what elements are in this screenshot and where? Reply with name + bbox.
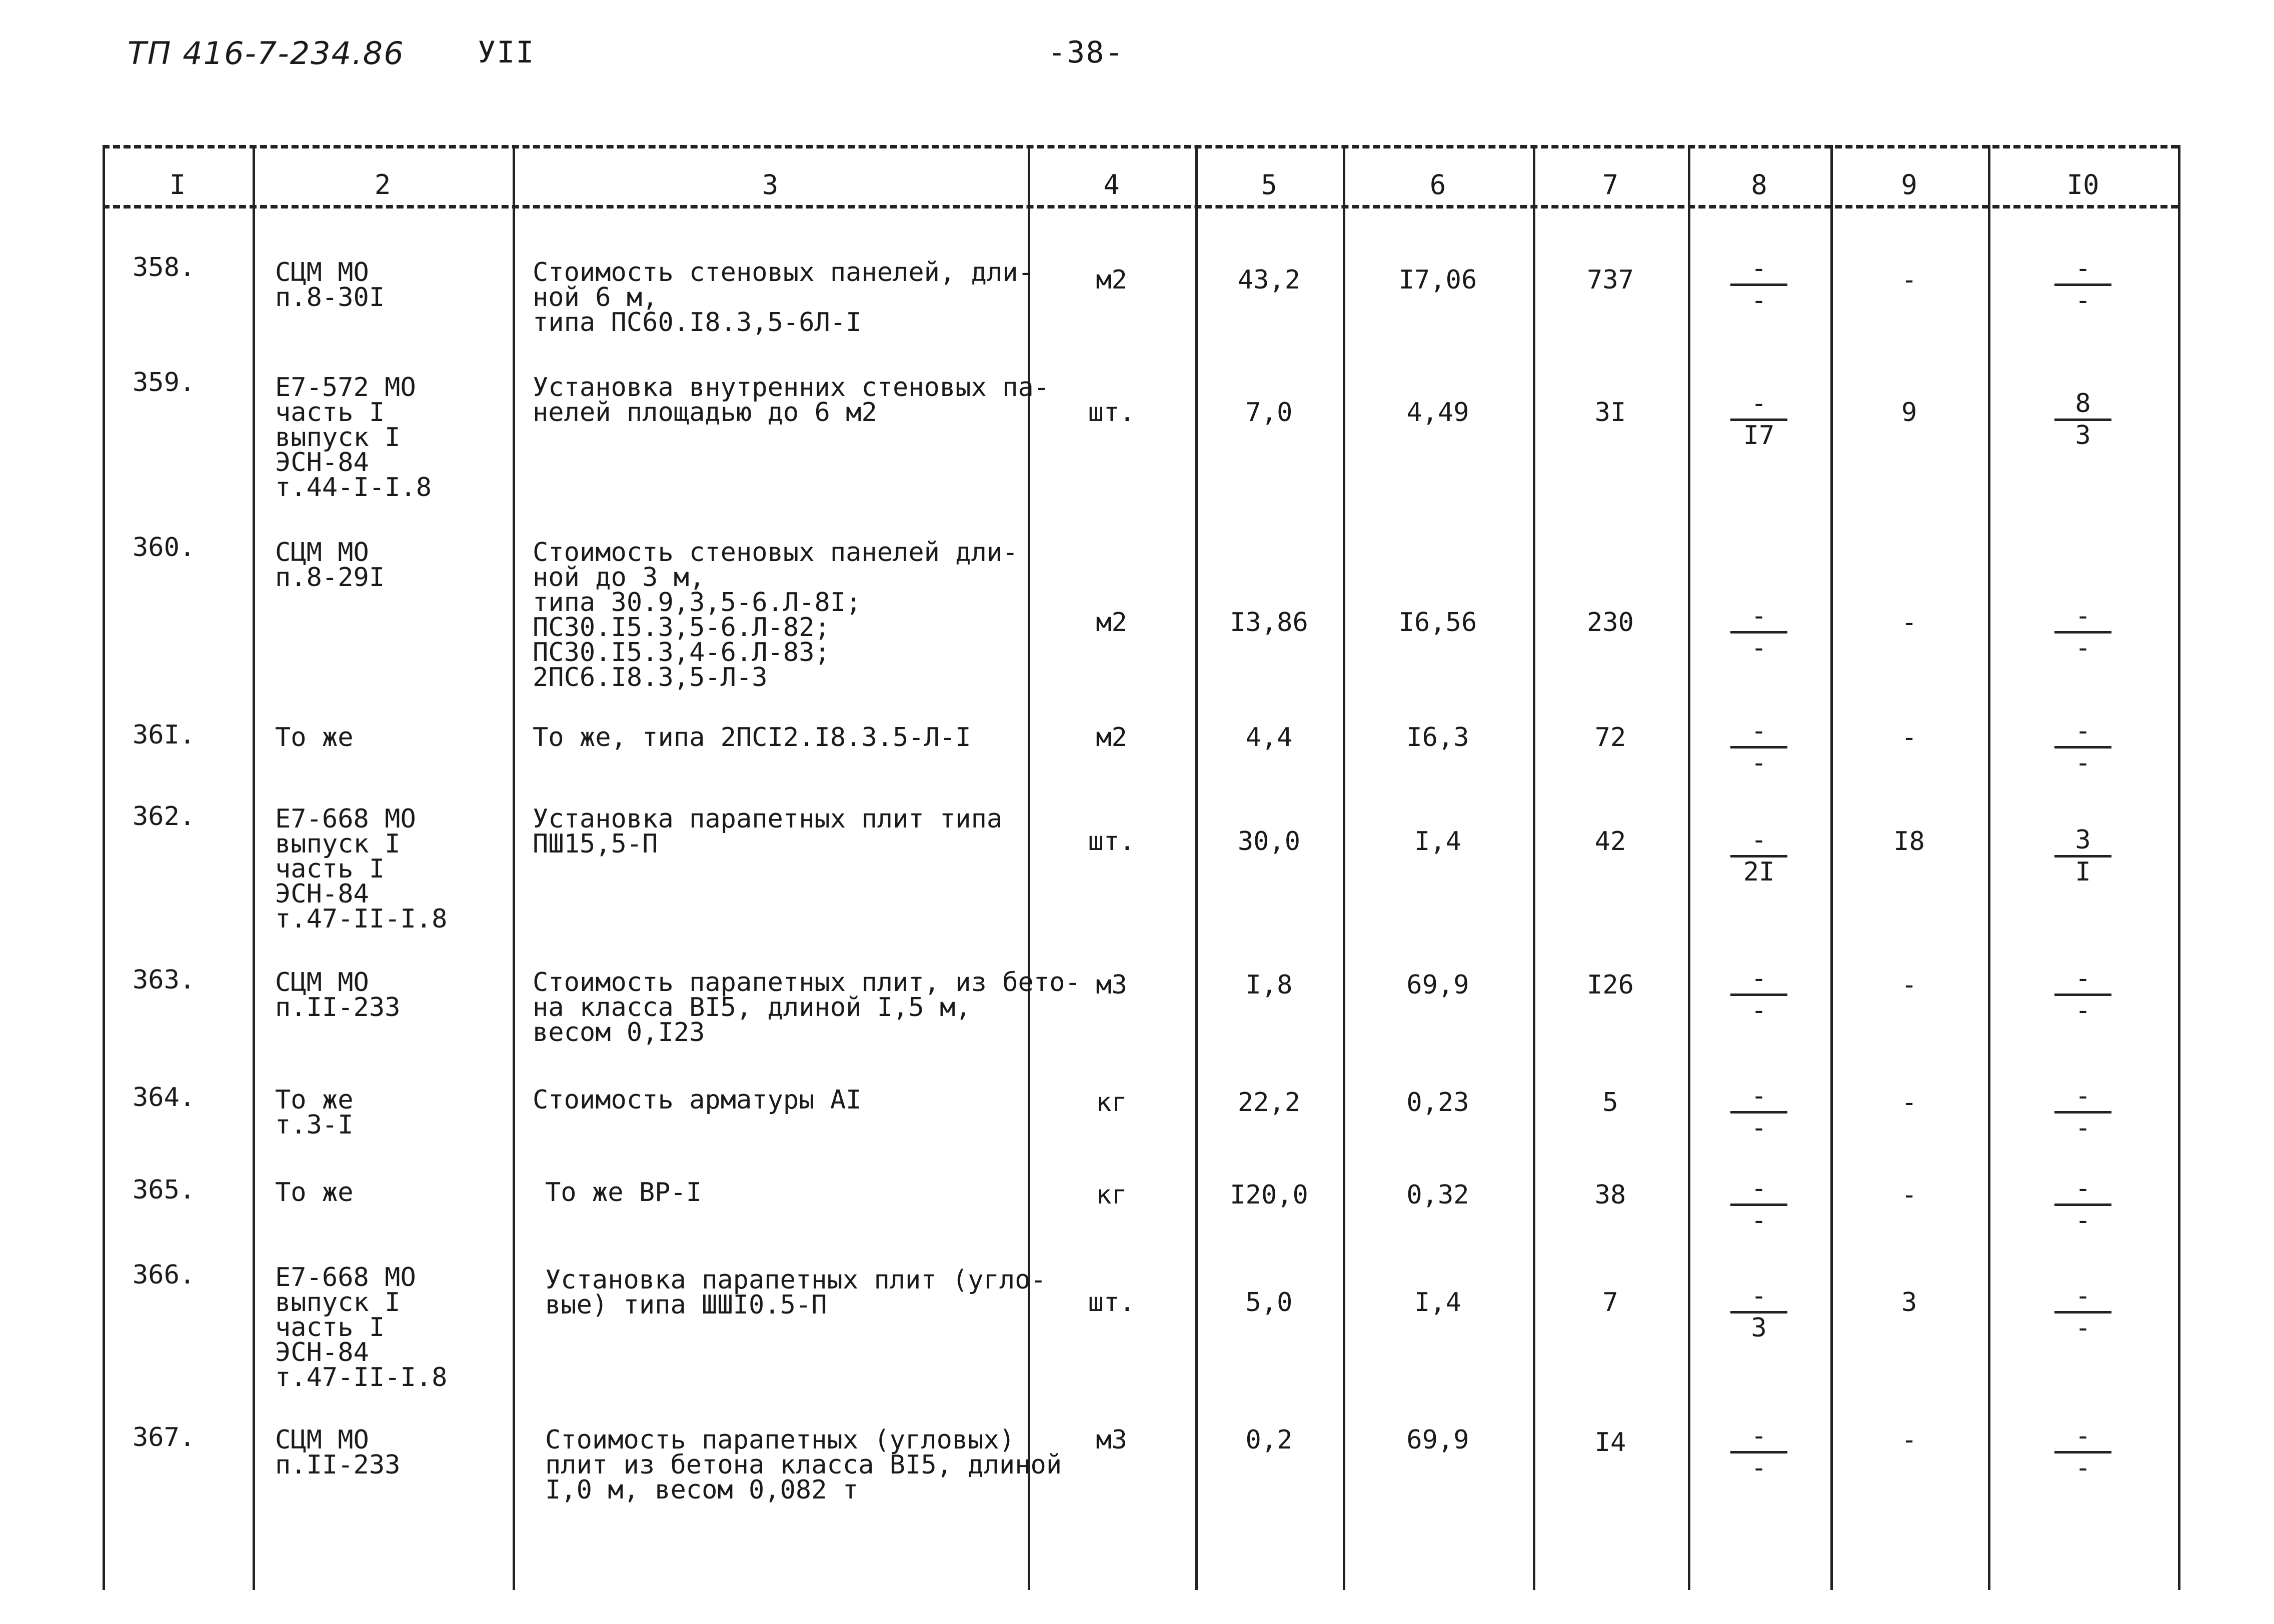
col9-value: -	[1901, 722, 1917, 752]
col10-fraction: 8 3	[2045, 390, 2120, 450]
col-divider	[1343, 145, 1345, 1590]
work-description: Стоимость арматуры AI	[533, 1085, 862, 1115]
page-number: -38-	[1048, 35, 1124, 70]
total-cost: 5	[1602, 1088, 1618, 1118]
col-divider	[1988, 145, 1990, 1590]
col10-fraction: - -	[2045, 255, 2120, 314]
col-divider	[1028, 145, 1030, 1590]
col9-value: 9	[1901, 398, 1917, 428]
row-number: 365.	[133, 1175, 196, 1205]
unit: шт.	[1088, 398, 1135, 428]
norm-reference: СЦМ МО п.II-233	[275, 968, 401, 1022]
row-number: 364.	[133, 1082, 196, 1112]
col9-value: -	[1901, 1425, 1917, 1455]
unit-price: I,4	[1414, 826, 1461, 856]
col8-fraction: - -	[1721, 718, 1796, 777]
column-header: 5	[1261, 169, 1277, 200]
total-cost: 42	[1594, 826, 1626, 856]
unit-price: 0,32	[1406, 1180, 1469, 1210]
quantity: I3,86	[1230, 608, 1308, 638]
total-cost: 7	[1602, 1288, 1618, 1318]
col-divider	[1195, 145, 1198, 1590]
unit-price: 0,23	[1406, 1088, 1469, 1118]
col9-value: 3	[1901, 1288, 1917, 1318]
unit-price: I6,3	[1406, 722, 1469, 752]
col8-fraction: - -	[1721, 1422, 1796, 1482]
row-number: 36I.	[133, 720, 196, 750]
col8-fraction: - 3	[1721, 1282, 1796, 1342]
norm-reference: СЦМ МО п.8-29I	[275, 538, 385, 592]
col10-fraction: - -	[2045, 1422, 2120, 1482]
unit-price: I6,56	[1398, 608, 1477, 638]
work-description: Стоимость стеновых панелей, дли- ной 6 м, типа ПС60.I8.3,5-6Л-I	[533, 258, 1034, 338]
col9-value: -	[1901, 1180, 1917, 1210]
column-header: 7	[1602, 169, 1619, 200]
row-number: 367.	[133, 1422, 196, 1452]
work-description: Стоимость парапетных (угловых) плит из бетона класса BI5, длиной I,0 м, весом 0,082 т	[545, 1425, 1062, 1505]
unit: м3	[1096, 1425, 1127, 1455]
header-bottom-rule	[103, 205, 2178, 208]
table-top-rule	[103, 145, 2178, 148]
quantity: 22,2	[1237, 1088, 1301, 1118]
unit: м2	[1096, 608, 1127, 638]
column-header: 3	[762, 169, 779, 200]
row-number: 360.	[133, 532, 196, 562]
unit: кг	[1096, 1088, 1127, 1118]
unit: м2	[1096, 722, 1127, 752]
column-header: 6	[1429, 169, 1446, 200]
unit: кг	[1096, 1180, 1127, 1210]
quantity: 4,4	[1245, 722, 1293, 752]
quantity: 43,2	[1237, 265, 1301, 295]
row-number: 362.	[133, 802, 196, 832]
estimate-table	[103, 145, 2178, 1590]
col10-fraction: - -	[2045, 1082, 2120, 1142]
work-description: То же ВР-I	[545, 1178, 702, 1208]
unit-price: 4,49	[1406, 398, 1469, 428]
total-cost: I4	[1594, 1428, 1626, 1458]
column-header: I0	[2066, 169, 2099, 200]
quantity: I20,0	[1230, 1180, 1308, 1210]
col8-fraction: - -	[1721, 255, 1796, 314]
col8-fraction: - 2I	[1721, 826, 1796, 886]
row-number: 359.	[133, 368, 196, 398]
unit-price: I7,06	[1398, 265, 1477, 295]
unit: м3	[1096, 970, 1127, 1000]
unit-price: 69,9	[1406, 970, 1469, 1000]
col-divider	[253, 145, 255, 1590]
total-cost: I26	[1587, 970, 1634, 1000]
col10-fraction: - -	[2045, 718, 2120, 777]
norm-reference: То же	[275, 1178, 354, 1208]
col10-fraction: - -	[2045, 1175, 2120, 1234]
col8-fraction: - -	[1721, 965, 1796, 1024]
total-cost: 3I	[1594, 398, 1626, 428]
col10-fraction: - -	[2045, 1282, 2120, 1342]
work-description: Стоимость парапетных плит, из бето- на класса BI5, длиной I,5 м, весом 0,I23	[533, 968, 1081, 1048]
norm-reference: Е7-668 МО выпуск I часть I ЭСН-84 т.47-II-I.8	[275, 804, 448, 934]
col9-value: I8	[1893, 826, 1925, 856]
col-divider	[2178, 145, 2180, 1590]
col-divider	[513, 145, 515, 1590]
row-number: 363.	[133, 965, 196, 995]
col8-fraction: - -	[1721, 1082, 1796, 1142]
total-cost: 38	[1594, 1180, 1626, 1210]
col9-value: -	[1901, 608, 1917, 638]
work-description: Установка парапетных плит (угло- вые) типа ШШI0.5-П	[545, 1265, 1046, 1320]
col10-fraction: 3 I	[2045, 826, 2120, 886]
work-description: Установка внутренних стеновых па- нелей площадью до 6 м2	[533, 372, 1050, 428]
col-divider	[1688, 145, 1690, 1590]
row-number: 358.	[133, 252, 196, 282]
unit: шт.	[1088, 826, 1135, 856]
col9-value: -	[1901, 1088, 1917, 1118]
col9-value: -	[1901, 265, 1917, 295]
norm-reference: Е7-572 МО часть I выпуск I ЭСН-84 т.44-I-I.8	[275, 372, 432, 502]
col8-fraction: - -	[1721, 602, 1796, 662]
column-header: 8	[1751, 169, 1767, 200]
unit: шт.	[1088, 1288, 1135, 1318]
document-code: ТП 416-7-234.86	[128, 35, 405, 72]
row-number: 366.	[133, 1260, 196, 1290]
col-divider	[1533, 145, 1535, 1590]
quantity: 5,0	[1245, 1288, 1293, 1318]
quantity: 30,0	[1237, 826, 1301, 856]
norm-reference: СЦМ МО п.8-30I	[275, 258, 385, 312]
col8-fraction: - -	[1721, 1175, 1796, 1234]
work-description: То же, типа 2ПСI2.I8.3.5-Л-I	[533, 722, 971, 752]
column-header: I	[169, 169, 186, 200]
total-cost: 737	[1587, 265, 1634, 295]
quantity: 0,2	[1245, 1425, 1293, 1455]
section-label: УII	[478, 35, 535, 70]
total-cost: 72	[1594, 722, 1626, 752]
column-header: 2	[374, 169, 391, 200]
col8-fraction: - I7	[1721, 390, 1796, 450]
norm-reference: То же т.3-I	[275, 1085, 354, 1140]
col9-value: -	[1901, 970, 1917, 1000]
unit: м2	[1096, 265, 1127, 295]
col10-fraction: - -	[2045, 965, 2120, 1024]
quantity: I,8	[1245, 970, 1293, 1000]
norm-reference: СЦМ МО п.II-233	[275, 1425, 401, 1480]
col-divider	[1830, 145, 1833, 1590]
unit-price: I,4	[1414, 1288, 1461, 1318]
col-divider	[103, 145, 105, 1590]
norm-reference: То же	[275, 722, 354, 752]
work-description: Установка парапетных плит типа ПШ15,5-П	[533, 804, 1003, 859]
norm-reference: Е7-668 МО выпуск I часть I ЭСН-84 т.47-II-I.8	[275, 1262, 448, 1392]
total-cost: 230	[1587, 608, 1634, 638]
column-header: 9	[1901, 169, 1917, 200]
work-description: Стоимость стеновых панелей дли- ной до 3 м, типа 30.9,3,5-6.Л-8I; ПС30.I5.3,5-6.Л-82; ПС30.I5.3,4-6.Л-83; 2ПС6.I8.3,5-Л-3	[533, 538, 1018, 692]
quantity: 7,0	[1245, 398, 1293, 428]
unit-price: 69,9	[1406, 1425, 1469, 1455]
column-header: 4	[1103, 169, 1120, 200]
col10-fraction: - -	[2045, 602, 2120, 662]
